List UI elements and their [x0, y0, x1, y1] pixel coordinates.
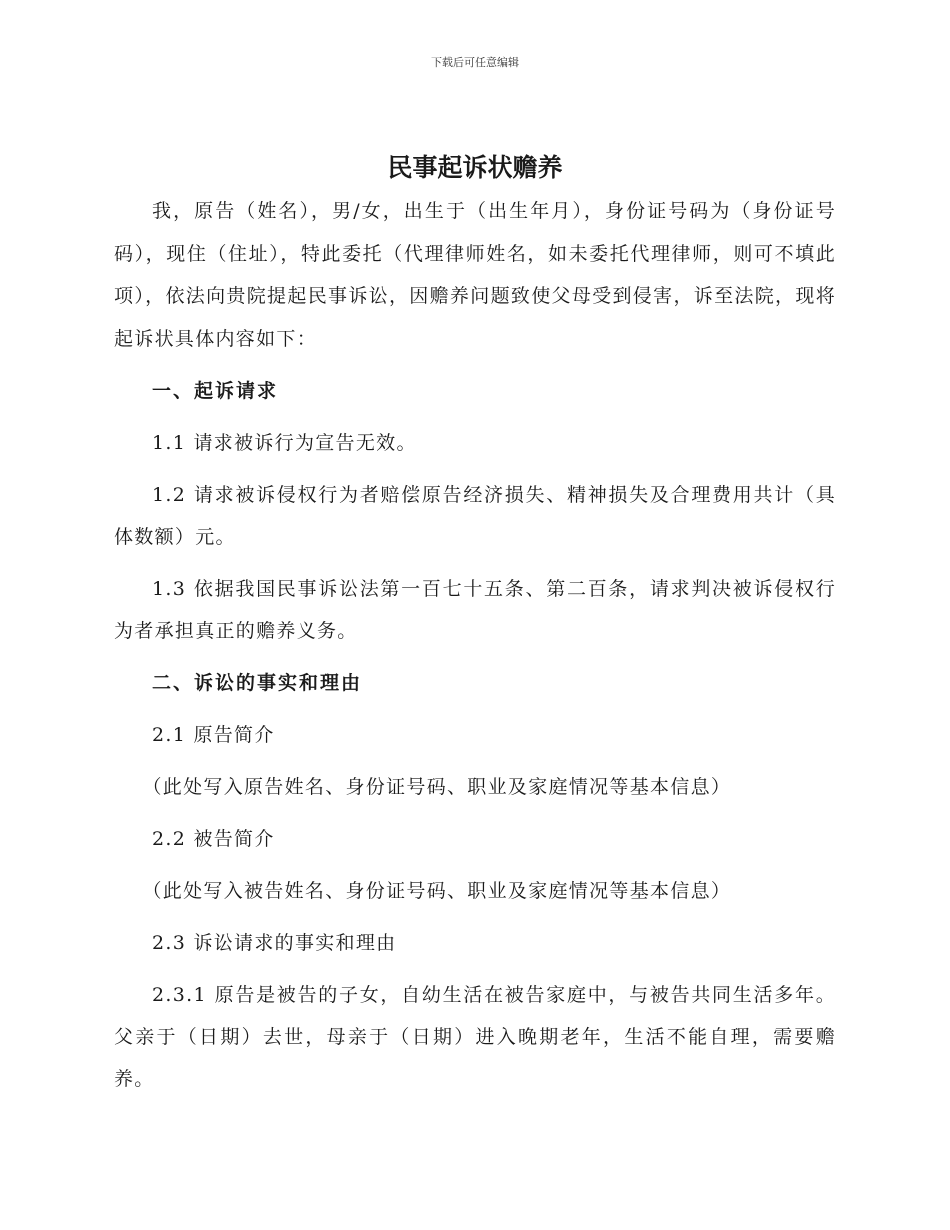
facts-item: （此处写入原告姓名、身份证号码、职业及家庭情况等基本信息）: [142, 776, 732, 798]
section-heading-facts: 二、诉讼的事实和理由: [152, 672, 363, 694]
claim-item: 1.1 请求被诉行为宣告无效。: [152, 432, 417, 454]
facts-item: 2.2 被告简介: [152, 828, 275, 850]
facts-item: 2.1 原告简介: [152, 724, 275, 746]
claim-item: 1.2 请求被诉侵权行为者赔偿原告经济损失、精神损失及合理费用共计（具体数额）元。: [114, 484, 836, 548]
facts-item: 2.3 诉讼请求的事实和理由: [152, 932, 397, 954]
document-body: [114, 190, 836, 1110]
facts-item: 2.3.1 原告是被告的子女，自幼生活在被告家庭中，与被告共同生活多年。父亲于（日期）去世，母亲于（日期）进入晚期老年，生活不能自理，需要赡养。: [114, 984, 836, 1090]
header-note: 下载后可任意编辑: [431, 56, 519, 69]
facts-item: （此处写入被告姓名、身份证号码、职业及家庭情况等基本信息）: [142, 880, 732, 902]
section-heading-claims: 一、起诉请求: [152, 380, 279, 402]
document-title: 民事起诉状赡养: [387, 153, 563, 182]
intro-paragraph: 我，原告（姓名），男/女，出生于（出生年月），身份证号码为（身份证号码），现住（住址），特此委托（代理律师姓名，如未委托代理律师，则可不填此项），依法向贵院提起民事诉讼，因赡养问题致使父母受到侵害，诉至法院，现将起诉状具体内容如下：: [114, 200, 836, 350]
claim-item: 1.3 依据我国民事诉讼法第一百七十五条、第二百条，请求判决被诉侵权行为者承担真正的赡养义务。: [114, 578, 836, 642]
